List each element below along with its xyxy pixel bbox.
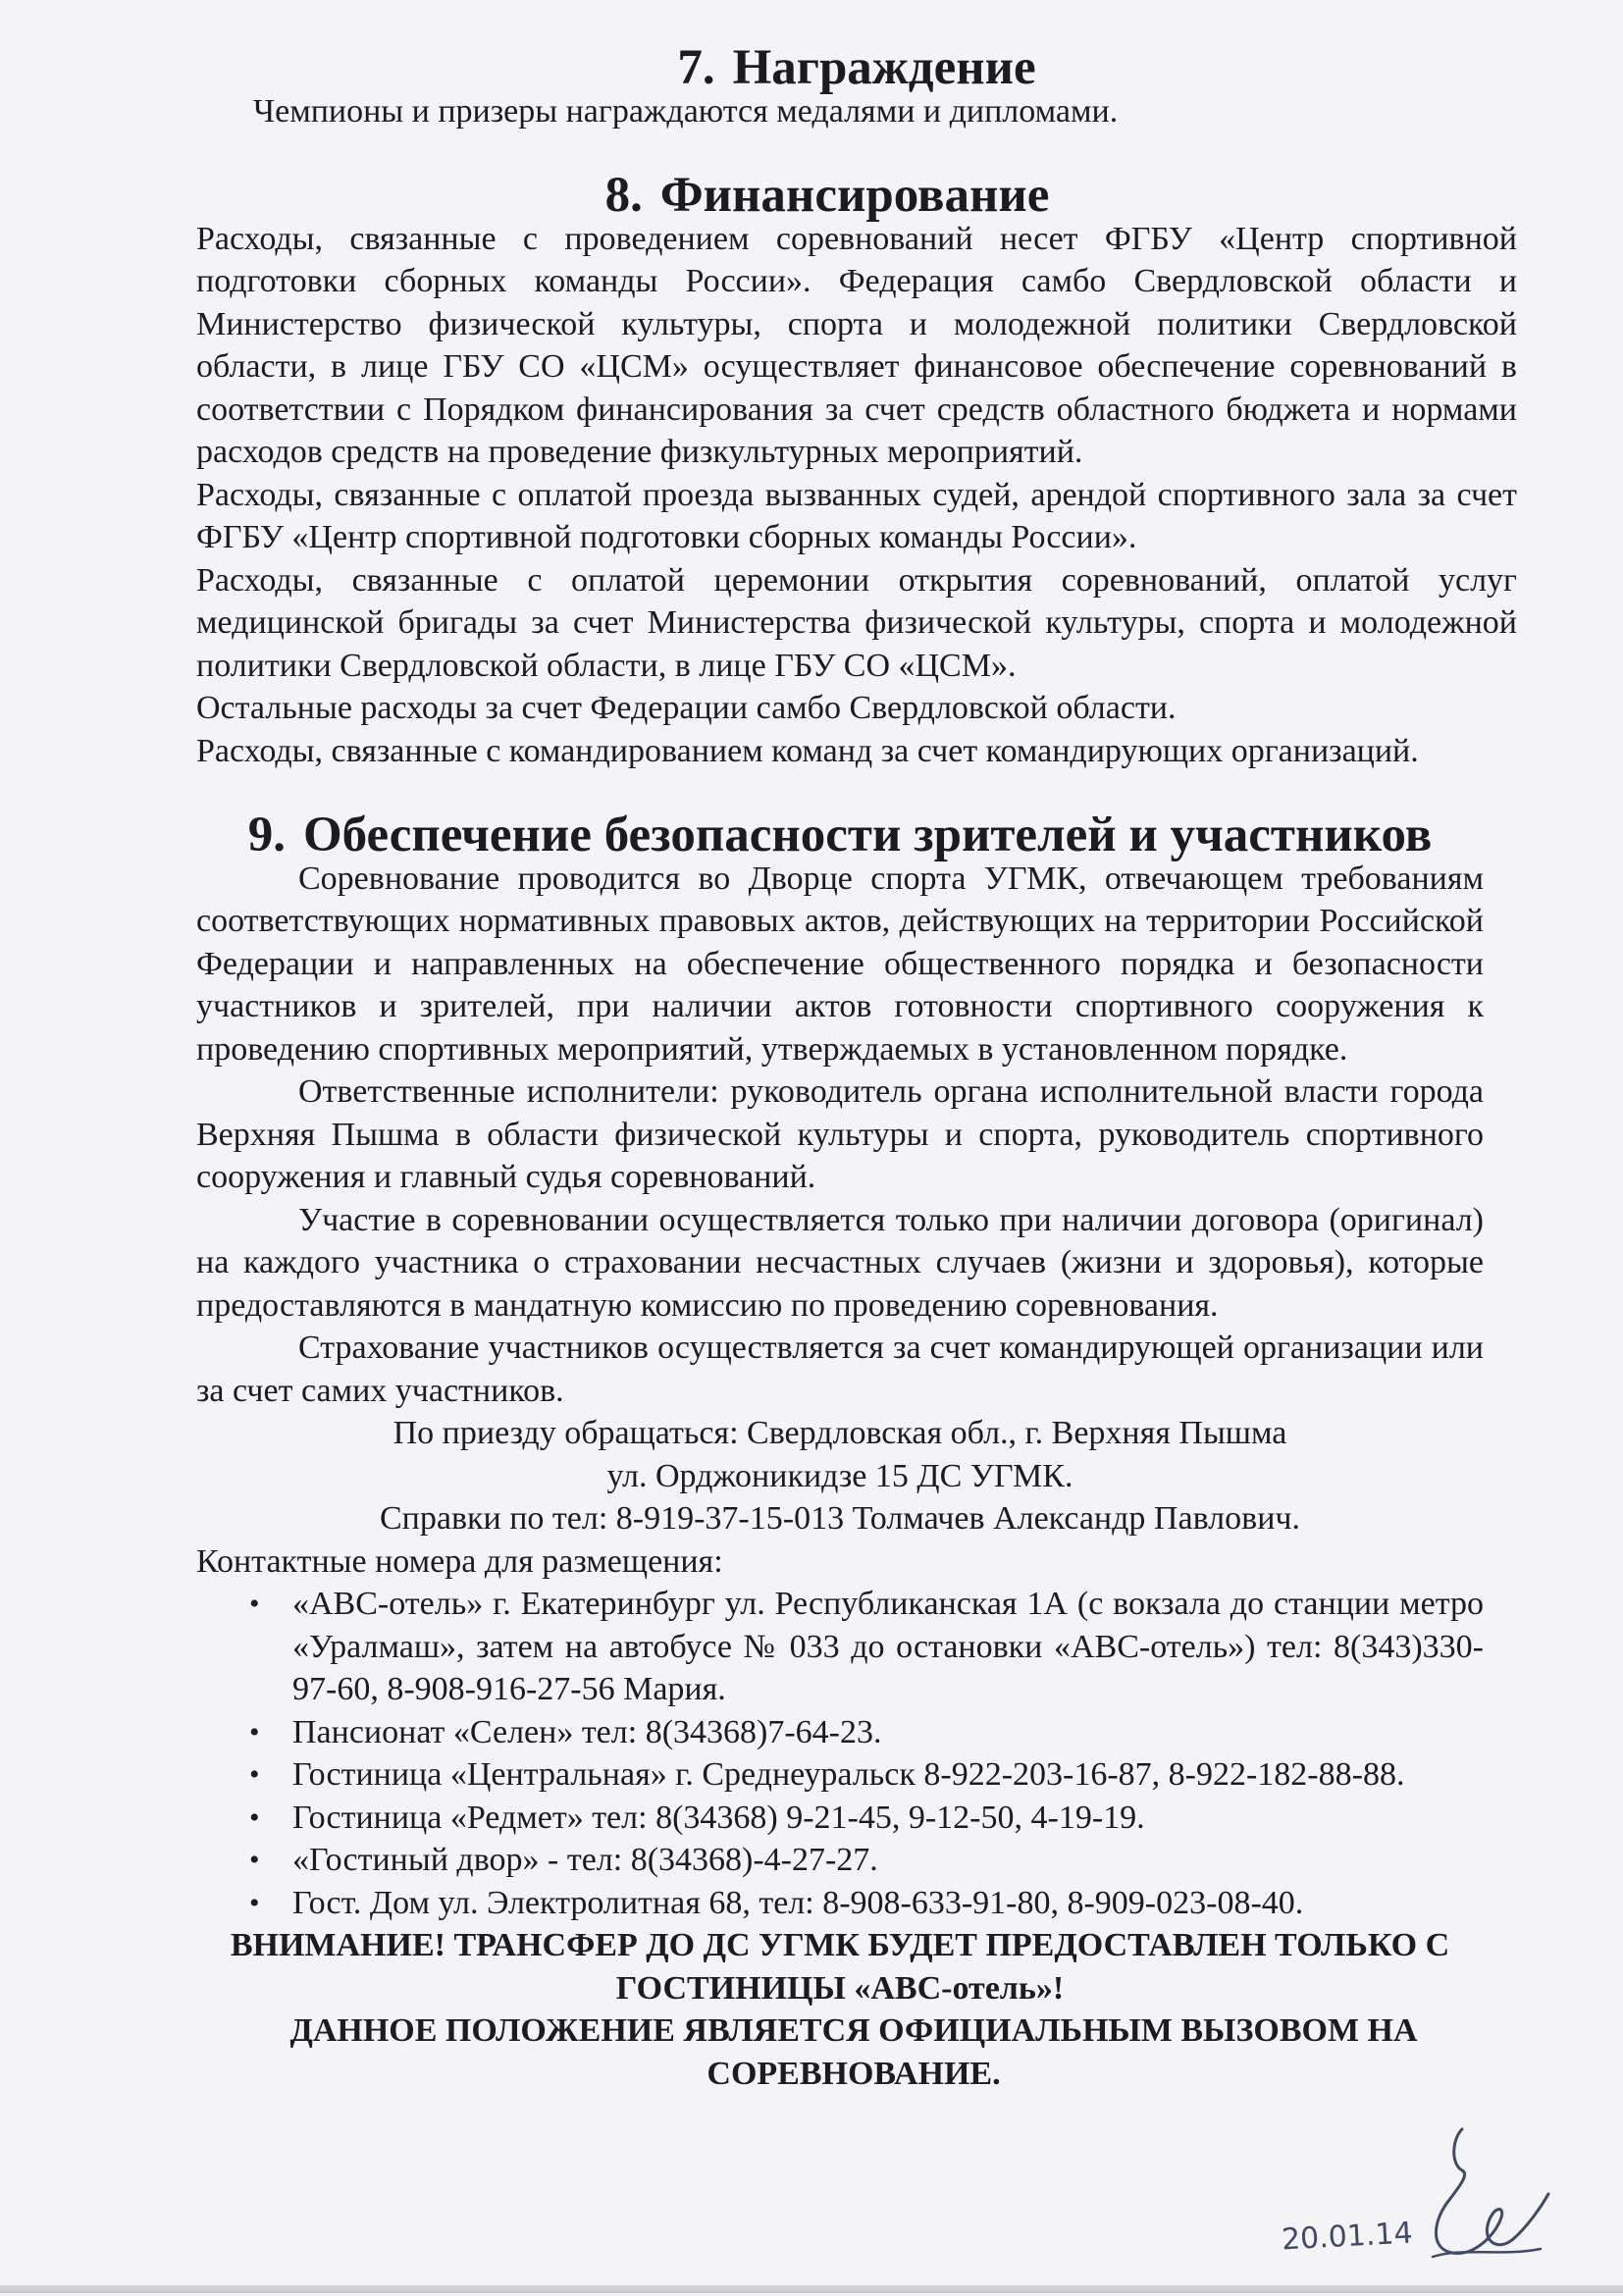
contacts-heading: Контактные номера для размещения: xyxy=(196,1542,723,1580)
section-9-heading: Обеспечение безопасности зрителей и участников xyxy=(303,808,1433,862)
section-8-paragraph-3: Расходы, связанные с оплатой церемонии открытия соревнований, оплатой услуг медицинской бригады за счет Министерства физической культуры, спорта и молодежной политики Свердловской области, в лице ГБУ СО «ЦСМ». xyxy=(196,561,1517,684)
arrival-address-line-1: По приезду обращаться: Свердловская обл., г. Верхняя Пышма xyxy=(393,1415,1287,1451)
transfer-notice: ВНИМАНИЕ! ТРАНСФЕР ДО ДС УГМК БУДЕТ ПРЕДОСТАВЛЕН ТОЛЬКО С ГОСТИНИЦЫ «АВС-отель»! xyxy=(230,1927,1450,2007)
list-item xyxy=(196,1839,1484,1882)
bullet-icon: • xyxy=(249,1886,260,1919)
bullet-icon: • xyxy=(249,1588,260,1620)
section-9-paragraph-2: Ответственные исполнители: руководитель органа исполнительной власти города Верхняя Пышма в области физической культуры и спорта, руководитель спортивного сооружения и главный судья соревнований. xyxy=(196,1073,1484,1195)
section-8-paragraph-4: Остальные расходы за счет Федерации самбо Свердловской области. xyxy=(196,690,1177,726)
section-8-paragraph-5: Расходы, связанные с командированием команд за счет командирующих организаций. xyxy=(196,732,1419,769)
section-9-paragraph-1: Соревнование проводится во Дворце спорта УГМК, отвечающем требованиям соответствующих нормативных правовых актов, действующих на территории Российской Федерации и направленных на обеспечение общественного порядка и безопасности участников и зрителей, при наличии актов готовности спортивного сооружения к проведению спортивных мероприятий, утверждаемых в установленном порядке. xyxy=(196,860,1484,1068)
section-7-number: 7. xyxy=(677,40,715,95)
arrival-address-line-2: ул. Орджоникидзе 15 ДС УГМК. xyxy=(606,1457,1073,1494)
section-8-title xyxy=(137,168,1517,223)
list-item-text: Гостиница «Центральная» г. Среднеуральск 8-922-203-16-87, 8-922-182-88-88. xyxy=(292,1756,1405,1793)
section-7-title xyxy=(196,40,1517,95)
section-9-title xyxy=(196,808,1484,862)
section-9-paragraph-4: Страхование участников осуществляется за счет командирующей организации или за счет самих участников. xyxy=(196,1330,1484,1409)
list-item-text: Пансионат «Селен» тел: 8(34368)7-64-23. xyxy=(292,1713,882,1750)
scan-edge xyxy=(0,2285,1623,2293)
list-item xyxy=(196,1711,1484,1754)
section-8-paragraph-1: Расходы, связанные с проведением соревнований несет ФГБУ «Центр спортивной подготовки сборных команды России». Федерация самбо Свердловской области и Министерство физической культуры, спорта и молодежной политики Свердловской области, в лице ГБУ СО «ЦСМ» осуществляет финансовое обеспечение соревнований в соответствии с Порядком финансирования за счет средств областного бюджета и нормами расходов средств на проведение физкультурных мероприятий. xyxy=(196,220,1517,470)
signature-icon xyxy=(1393,2110,1560,2296)
bullet-icon: • xyxy=(249,1715,260,1748)
list-item xyxy=(196,1882,1484,1925)
section-7-text: Чемпионы и призеры награждаются медалями и дипломами. xyxy=(253,92,1119,130)
list-item-text: Гост. Дом ул. Электролитная 68, тел: 8-908-633-91-80, 8-909-023-08-40. xyxy=(292,1884,1304,1921)
document-body xyxy=(196,40,1517,2095)
bullet-icon: • xyxy=(249,1800,260,1834)
list-item xyxy=(196,1753,1484,1797)
section-9-paragraph-3: Участие в соревновании осуществляется только при наличии договора (оригинал) на каждого участника о страховании несчастных случаев (жизни и здоровья), которые предоставляются в мандатную комиссию по проведению соревнования. xyxy=(196,1201,1484,1324)
hotel-list xyxy=(196,1583,1484,1924)
list-item-text: Гостиница «Редмет» тел: 8(34368) 9-21-45, 9-12-50, 4-19-19. xyxy=(292,1799,1145,1836)
bullet-icon: • xyxy=(249,1844,260,1876)
list-item-text: «Гостиный двор» - тел: 8(34368)-4-27-27. xyxy=(292,1842,878,1878)
list-item xyxy=(196,1797,1484,1840)
official-call-notice: ДАННОЕ ПОЛОЖЕНИЕ ЯВЛЯЕТСЯ ОФИЦИАЛЬНЫМ ВЫЗОВОМ НА СОРЕВНОВАНИЕ. xyxy=(289,2012,1418,2092)
arrival-phone-line: Справки по тел: 8-919-37-15-013 Толмачев Александр Павлович. xyxy=(379,1500,1300,1537)
section-9-number: 9. xyxy=(247,808,286,862)
section-8-number: 8. xyxy=(604,168,643,223)
list-item xyxy=(196,1583,1484,1711)
handwritten-date: 20.01.14 xyxy=(1281,2216,1414,2258)
section-8-heading: Финансирование xyxy=(659,168,1050,223)
list-item-text: «АВС-отель» г. Екатеринбург ул. Республиканская 1А (с вокзала до станции метро «Уралмаш», затем на автобусе № 033 до остановки «АВС-отель») тел: 8(343)330-97-60, 8-908-916-27-56 Мария. xyxy=(292,1586,1484,1707)
section-8-paragraph-2: Расходы, связанные с оплатой проезда вызванных судей, арендой спортивного зала за счет ФГБУ «Центр спортивной подготовки сборных команды России». xyxy=(196,476,1517,555)
section-9 xyxy=(196,808,1484,1540)
bullet-icon: • xyxy=(249,1758,260,1791)
section-7-heading: Награждение xyxy=(732,40,1036,95)
